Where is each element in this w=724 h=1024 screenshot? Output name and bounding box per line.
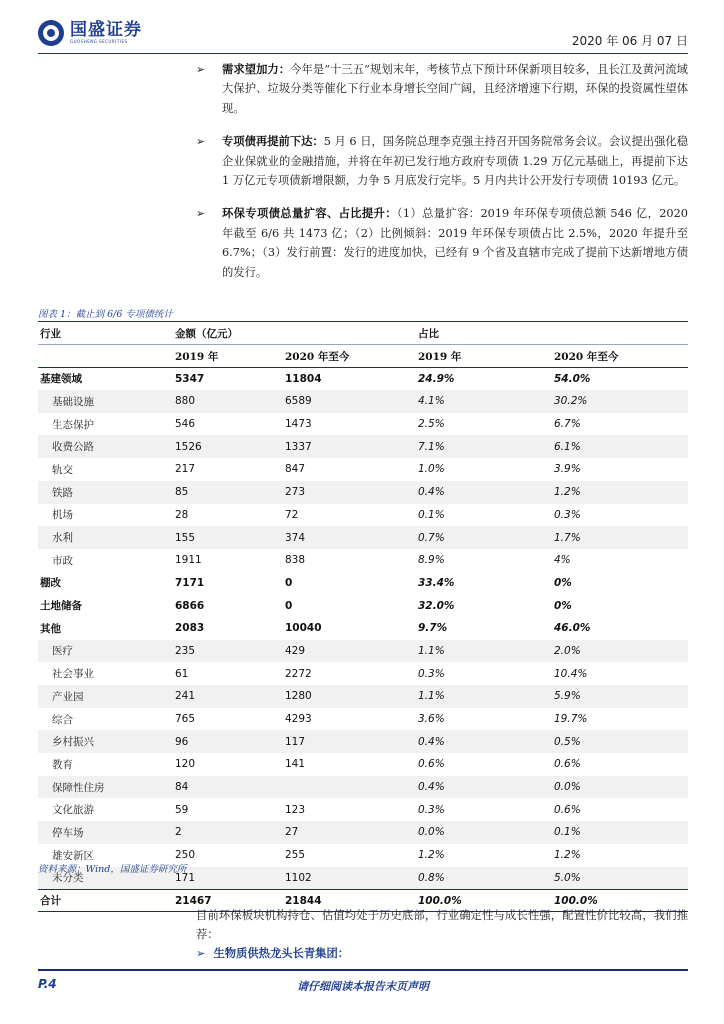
share-2019: 0.0% <box>416 821 552 844</box>
row-name: 收费公路 <box>38 435 173 458</box>
table-row <box>38 685 688 708</box>
bullet-special-bond <box>196 132 688 190</box>
row-name: 基础设施 <box>38 390 173 413</box>
share-2019: 0.3% <box>418 803 445 816</box>
amount-2019: 217 <box>175 463 196 476</box>
key-points <box>196 60 688 296</box>
share-2020: 6.7% <box>554 418 581 431</box>
bullet-env-bond <box>196 204 688 282</box>
bullet-title: 环保专项债总量扩容、占比提升： <box>222 206 397 221</box>
row-name: 教育 <box>52 758 73 771</box>
share-2020: 3.9% <box>554 463 581 476</box>
share-2019: 1.1% <box>416 640 552 663</box>
row-name: 综合 <box>52 713 73 726</box>
table-row <box>38 662 688 685</box>
amount-2020: 123 <box>285 803 306 816</box>
row-name: 社会事业 <box>52 668 94 681</box>
table-subheader-row <box>38 345 688 368</box>
table-row <box>38 390 688 413</box>
share-2019: 0.1% <box>418 508 445 521</box>
row-name: 文化旅游 <box>52 804 94 817</box>
page-footer <box>38 969 688 993</box>
share-2019: 0.8% <box>416 867 552 890</box>
share-2020: 0.1% <box>552 821 688 844</box>
subheader-2019: 2019 年 <box>173 345 283 368</box>
amount-2019: 250 <box>175 849 196 862</box>
share-2019: 0.4% <box>416 776 552 799</box>
share-2019: 8.9% <box>418 554 445 567</box>
table-row <box>38 458 688 481</box>
amount-2019: 120 <box>175 758 196 771</box>
amount-2019: 5347 <box>175 372 205 385</box>
amount-2020: 0 <box>285 599 293 612</box>
amount-2020: 72 <box>285 508 299 521</box>
table-row <box>38 708 688 731</box>
share-2020: 1.2% <box>552 481 688 504</box>
share-2019: 0.6% <box>418 758 445 771</box>
bullet-text: （1）总量扩容：2019 年环保专项债总额 546 亿，2020 年截至 6/6 共 1473 亿；（2）比例倾斜：2019 年环保专项债占比 2.5%，2020 年提升至 6.7%；（3）发行前置：发行的进度加快，已经有 9 个省及直辖市完成了提前下达新增地方债的发行。 <box>222 207 688 279</box>
recommendation-item <box>196 945 349 961</box>
bullet-title: 专项债再提前下达： <box>222 134 324 149</box>
amount-2020: 1280 <box>283 685 416 708</box>
row-name: 机场 <box>52 509 73 522</box>
row-name: 未分类 <box>38 867 173 890</box>
amount-2019: 235 <box>173 640 283 663</box>
table-row <box>38 413 688 436</box>
share-2019: 4.1% <box>416 390 552 413</box>
share-2020: 10.4% <box>554 667 588 680</box>
amount-2020: 429 <box>283 640 416 663</box>
row-name: 生态保护 <box>52 418 94 431</box>
amount-2020 <box>283 776 416 799</box>
row-name: 停车场 <box>38 821 173 844</box>
row-name: 棚改 <box>40 577 61 590</box>
amount-2019: 28 <box>175 508 189 521</box>
amount-2019: 85 <box>173 481 283 504</box>
table-row <box>38 730 688 753</box>
amount-2019: 241 <box>173 685 283 708</box>
table-row <box>38 572 688 595</box>
amount-2020: 273 <box>283 481 416 504</box>
row-name: 医疗 <box>38 640 173 663</box>
share-2019: 0.4% <box>416 730 552 753</box>
bullet-demand <box>196 60 688 118</box>
logo-name: 国盛证券 <box>70 20 142 40</box>
share-2020: 19.7% <box>554 713 588 726</box>
amount-2020: 1337 <box>283 435 416 458</box>
amount-2020: 0 <box>285 576 293 589</box>
share-2019: 33.4% <box>418 576 455 589</box>
table-row <box>38 435 688 458</box>
share-2019: 3.6% <box>418 713 445 726</box>
share-2019: 32.0% <box>418 599 455 612</box>
amount-2020: 4293 <box>285 713 312 726</box>
arrow-bullet-icon: ➢ <box>196 947 206 960</box>
share-2019: 1.1% <box>416 685 552 708</box>
logo-name-en: GUOSHENG SECURITIES <box>70 39 128 44</box>
table-row <box>38 367 688 390</box>
share-2020: 0.3% <box>554 508 581 521</box>
share-2020: 0.6% <box>554 803 581 816</box>
data-source: 资料来源：Wind，国盛证券研究所 <box>38 864 187 875</box>
share-2019: 7.1% <box>416 435 552 458</box>
total-2020: 21844 <box>283 889 416 912</box>
row-name: 产业园 <box>38 685 173 708</box>
share-2020: 0% <box>554 599 572 612</box>
row-name: 轨交 <box>52 463 73 476</box>
amount-2019: 155 <box>173 526 283 549</box>
header-industry: 行业 <box>38 322 173 345</box>
total-2019: 21467 <box>173 889 283 912</box>
arrow-bullet-icon: ➢ <box>196 135 206 149</box>
table-row <box>38 617 688 640</box>
share-2020: 4% <box>554 554 571 567</box>
table-row <box>38 504 688 527</box>
share-2019: 0.7% <box>416 526 552 549</box>
table-row <box>38 753 688 776</box>
amount-2020: 10040 <box>285 622 322 635</box>
amount-2019: 61 <box>175 667 189 680</box>
share-2019: 24.9% <box>418 372 455 385</box>
amount-2019: 1911 <box>175 554 202 567</box>
amount-2020: 11804 <box>285 372 322 385</box>
row-name: 雄安新区 <box>52 849 94 862</box>
amount-2020: 838 <box>285 554 306 567</box>
page-header <box>38 18 688 54</box>
share-2019: 1.0% <box>418 463 445 476</box>
subheader-2019-share: 2019 年 <box>416 345 552 368</box>
row-name: 其他 <box>40 622 61 635</box>
table-row <box>38 640 688 663</box>
share-2019: 0.4% <box>416 481 552 504</box>
amount-2020: 1473 <box>285 418 312 431</box>
share-2019: 2.5% <box>418 418 445 431</box>
amount-2020: 6589 <box>283 390 416 413</box>
amount-2019: 765 <box>175 713 196 726</box>
amount-2019: 1526 <box>173 435 283 458</box>
table-header-row <box>38 322 688 345</box>
amount-2019: 2 <box>173 821 283 844</box>
share-2020: 0.0% <box>552 776 688 799</box>
bullet-title: 需求望加力： <box>222 62 291 76</box>
total-name: 合计 <box>38 889 173 912</box>
total-share-2020: 100.0% <box>552 889 688 912</box>
row-name: 乡村振兴 <box>38 730 173 753</box>
amount-2020: 374 <box>283 526 416 549</box>
amount-2020: 117 <box>283 730 416 753</box>
amount-2020: 1102 <box>283 867 416 890</box>
row-name: 保障性住房 <box>38 776 173 799</box>
share-2020: 30.2% <box>552 390 688 413</box>
report-date: 2020 年 06 月 07 日 <box>571 34 688 48</box>
amount-2020: 27 <box>283 821 416 844</box>
amount-2019: 7171 <box>175 576 205 589</box>
amount-2019: 59 <box>175 803 189 816</box>
share-2020: 5.0% <box>552 867 688 890</box>
amount-2020: 141 <box>285 758 306 771</box>
amount-2019: 84 <box>173 776 283 799</box>
table-row <box>38 798 688 821</box>
share-2020: 1.7% <box>552 526 688 549</box>
share-2020: 2.0% <box>552 640 688 663</box>
header-share: 占比 <box>416 322 688 345</box>
share-2020: 46.0% <box>554 622 591 635</box>
share-2020: 0.6% <box>554 758 581 771</box>
logo-icon <box>38 20 64 46</box>
recommendation-paragraph: 目前环保板块机构持仓、估值均处于历史底部，行业确定性与成长性强，配置性价比较高，我们推荐： <box>196 909 688 942</box>
total-share-2019: 100.0% <box>416 889 552 912</box>
share-2020: 6.1% <box>552 435 688 458</box>
share-2019: 0.3% <box>418 667 445 680</box>
disclaimer: 请仔细阅读本报告末页声明 <box>297 980 429 993</box>
amount-2020: 255 <box>285 849 306 862</box>
amount-2020: 2272 <box>285 667 312 680</box>
table-row <box>38 776 688 799</box>
share-2020: 0% <box>554 576 572 589</box>
row-name: 铁路 <box>38 481 173 504</box>
amount-2019: 96 <box>173 730 283 753</box>
header-amount: 金额（亿元） <box>173 322 416 345</box>
subheader-2020: 2020 年至今 <box>283 345 416 368</box>
row-name: 基建领域 <box>40 373 82 386</box>
row-name: 水利 <box>38 526 173 549</box>
amount-2019: 880 <box>173 390 283 413</box>
special-bond-table <box>38 321 688 912</box>
amount-2019: 6866 <box>175 599 205 612</box>
share-2020: 0.5% <box>552 730 688 753</box>
amount-2020: 847 <box>285 463 306 476</box>
table-row <box>38 526 688 549</box>
arrow-bullet-icon: ➢ <box>196 63 206 76</box>
share-2019: 9.7% <box>418 622 448 635</box>
page-number: P.4 <box>38 977 57 991</box>
table-row <box>38 549 688 572</box>
share-2020: 1.2% <box>554 849 581 862</box>
company-logo <box>38 20 142 46</box>
amount-2019: 546 <box>175 418 196 431</box>
subheader-2020-share: 2020 年至今 <box>552 345 688 368</box>
figure-caption: 图表 1：截止到 6/6 专项债统计 <box>38 309 173 320</box>
share-2019: 1.2% <box>418 849 445 862</box>
recommendation-text: 生物质供热龙头长青集团： <box>213 946 350 960</box>
bullet-text: 今年是“十三五”规划末年，考核节点下预计环保新项目较多，且长江及黄河流域大保护、垃圾分类等催化下行业本身增长空间广阔，且经济增速下行期，环保的投资属性望体现。 <box>222 63 688 115</box>
table-row <box>38 481 688 504</box>
bullet-text: 5 月 6 日，国务院总理李克强主持召开国务院常务会议。会议提出强化稳企业保就业的金融措施，并将在年初已发行地方政府专项债 1.29 万亿元基础上，再提前下达 1 万亿元专项债新增限额，力争 5 月底发行完毕。5 月内共计公开发行专项债 10193 亿元。 <box>222 135 688 188</box>
row-name: 市政 <box>52 554 73 567</box>
row-name: 土地储备 <box>40 600 82 613</box>
share-2020: 54.0% <box>554 372 591 385</box>
share-2020: 5.9% <box>552 685 688 708</box>
amount-2019: 171 <box>173 867 283 890</box>
amount-2019: 2083 <box>175 622 205 635</box>
table-row <box>38 821 688 844</box>
table-row <box>38 594 688 617</box>
arrow-bullet-icon: ➢ <box>196 207 206 221</box>
